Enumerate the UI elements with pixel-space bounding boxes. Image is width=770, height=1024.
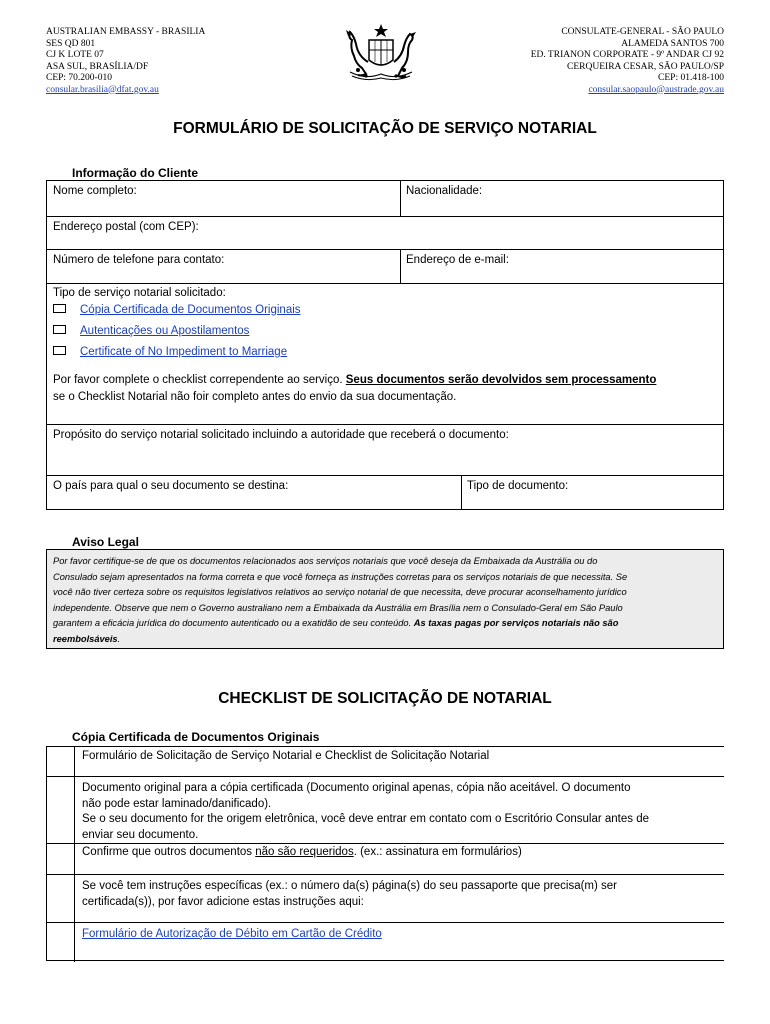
- service-type-row: [47, 284, 723, 425]
- nationality-label: Nacionalidade:: [406, 185, 483, 197]
- form-title: FORMULÁRIO DE SOLICITAÇÃO DE SERVIÇO NOTARIAL: [173, 120, 597, 137]
- consulate-name: CONSULATE-GENERAL - SÃO PAULO: [561, 27, 724, 37]
- embassy-postcode: CEP: 70.200-010: [46, 73, 112, 83]
- purpose-row: [47, 425, 723, 476]
- checklist-checkbox-cell[interactable]: [47, 844, 75, 874]
- checkbox[interactable]: [53, 304, 66, 313]
- checklist-checkbox-cell[interactable]: [47, 747, 75, 776]
- checklist-title: CHECKLIST DE SOLICITAÇÃO DE NOTARIAL: [218, 690, 552, 707]
- consulate-postcode: CEP: 01.418-100: [658, 73, 724, 83]
- consulate-address-line: ED. TRIANON CORPORATE - 9º ANDAR CJ 92: [530, 50, 724, 60]
- fees-warning: As taxas pagas por serviços notariais não são: [413, 618, 619, 628]
- checklist-item: Documento original para a cópia certificada (Documento original apenas, cópia não aceitável. O documento não pode estar laminado/danificado). Se o seu documento for the origem eletrônica, você deve entrar em contato com o Escritório Consular antes de enviar seu documento.: [82, 782, 649, 841]
- checklist-row: [47, 747, 724, 777]
- consulate-address: [531, 27, 724, 96]
- document-type-label: Tipo de documento:: [467, 480, 569, 492]
- checklist-note: Por favor complete o checklist corrependente ao serviço. Seus documentos serão devolvidos sem processamento se o Checklist Notarial não foir completo antes do envio da sua documentação.: [53, 374, 657, 403]
- destination-label: O país para qual o seu documento se destina:: [53, 480, 289, 492]
- checkbox[interactable]: [53, 325, 66, 334]
- email-label: Endereço de e-mail:: [406, 254, 509, 266]
- postal-address-label: Endereço postal (com CEP):: [53, 221, 199, 233]
- checkbox[interactable]: [53, 346, 66, 355]
- service-option-cni[interactable]: [47, 342, 723, 363]
- embassy-email-link[interactable]: consular.brasilia@dfat.gov.au: [46, 84, 159, 95]
- checklist-row: [47, 923, 724, 962]
- legal-notice-box: Por favor certifique-se de que os documentos relacionados aos serviços notariais que você deseja da Embaixada da Austrália ou do Consulado sejam apresentados na forma correta e que você forneça as instruções corretas para os serviços notariais de que necessita. Se você não tiver certeza sobre os requisitos legislativos relativos ao serviço notarial de que necessita, deve procurar aconselhamento jurídico independente. Observe que nem o Governo australiano nem a Embaixada da Austrália em Brasília nem o Consulado-Geral em São Paulo garantem a eficácia jurídica do documento autenticado ou a exatidão de seu conteúdo. As taxas pagas por serviços notariais não são reembolsáveis.: [46, 549, 724, 649]
- embassy-address-line: ASA SUL, BRASÍLIA/DF: [46, 61, 149, 72]
- postal-address-row: [47, 217, 723, 250]
- checklist-table: [46, 746, 724, 961]
- returned-warning: Seus documentos serão devolvidos sem processamento: [345, 374, 657, 386]
- client-info-table: [46, 180, 724, 510]
- coat-of-arms-icon: [336, 22, 426, 84]
- service-option-certified-copy[interactable]: [47, 300, 723, 321]
- phone-label: Número de telefone para contato:: [53, 254, 225, 266]
- embassy-address-line: SES QD 801: [46, 38, 96, 49]
- checklist-row: [47, 777, 724, 844]
- checklist-checkbox-cell[interactable]: [47, 777, 75, 843]
- service-option-authentication[interactable]: [47, 321, 723, 342]
- cni-link[interactable]: Certificate of No Impediment to Marriage: [80, 346, 288, 358]
- embassy-address: [46, 27, 205, 96]
- service-type-label: Tipo de serviço notarial solicitado:: [53, 287, 226, 299]
- phone-email-row: [47, 250, 723, 284]
- checklist-checkbox-cell[interactable]: [47, 875, 75, 922]
- checklist-item: Confirme que outros documentos não são requeridos. (ex.: assinatura em formulários): [82, 846, 522, 858]
- consulate-address-line: CERQUEIRA CESAR, SÃO PAULO/SP: [567, 61, 724, 72]
- client-info-heading: Informação do Cliente: [72, 166, 199, 180]
- checklist-row: [47, 875, 724, 923]
- consulate-address-line: ALAMEDA SANTOS 700: [621, 38, 724, 49]
- credit-card-form-link[interactable]: Formulário de Autorização de Débito em Cartão de Crédito: [82, 928, 382, 940]
- checklist-item: Formulário de Solicitação de Serviço Notarial e Checklist de Solicitação Notarial: [82, 750, 490, 762]
- certified-copy-link[interactable]: Cópia Certificada de Documentos Originais: [80, 304, 301, 316]
- checklist-item: Se você tem instruções específicas (ex.: o número da(s) página(s) do seu passaporte que precisa(m) ser certificada(s)), por favor adicione estas instruções aqui:: [82, 880, 617, 908]
- name-nationality-row: [47, 181, 723, 217]
- embassy-address-line: CJ K LOTE 07: [46, 50, 104, 60]
- legal-notice-heading: Aviso Legal: [72, 535, 139, 549]
- authentication-link[interactable]: Autenticações ou Apostilamentos: [80, 325, 250, 337]
- checklist-heading: Cópia Certificada de Documentos Originais: [72, 730, 320, 744]
- checklist-checkbox-cell[interactable]: [47, 923, 75, 962]
- checklist-row: [47, 844, 724, 875]
- embassy-name: AUSTRALIAN EMBASSY - BRASILIA: [46, 27, 206, 37]
- consulate-email-link[interactable]: consular.saopaulo@austrade.gov.au: [588, 84, 724, 95]
- destination-row: [47, 476, 723, 509]
- purpose-label: Propósito do serviço notarial solicitado incluindo a autoridade que receberá o documento:: [53, 429, 509, 441]
- full-name-label: Nome completo:: [53, 185, 137, 197]
